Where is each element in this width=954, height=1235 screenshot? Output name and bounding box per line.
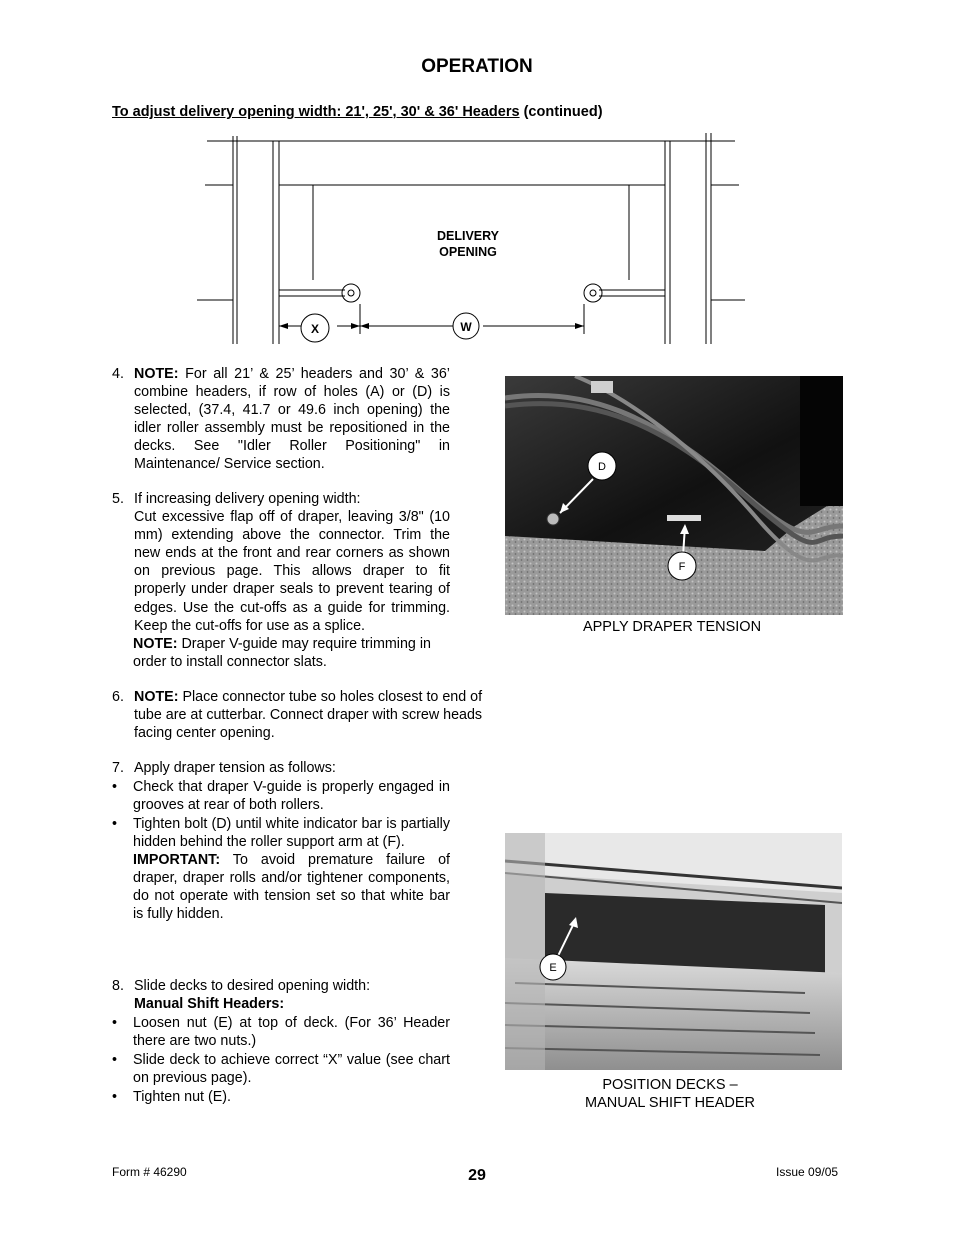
photo2-caption-line-2: MANUAL SHIFT HEADER (585, 1095, 755, 1111)
bullet-text: Check that draper V-guide is properly engaged in grooves at rear of both rollers. (133, 779, 450, 814)
section-subheading (112, 104, 603, 120)
note-label: NOTE: (134, 366, 179, 382)
bullet-text: Tighten bolt (D) until white indicator bar is partially hidden behind the roller support arm at (F). (133, 816, 450, 851)
delivery-opening-label-2: OPENING (439, 245, 497, 259)
step-text: Cut excessive flap off of draper, leaving 3/8" (10 mm) extending above the connector. Trim the new ends at the front and rear corners as shown on previous page. This allows draper to fit properly under draper seals to prevent tearing of edges. Use the cut-offs as a guide for trimming. Keep the cut-offs for use as a splice. (134, 509, 450, 634)
callout-x: X (310, 322, 320, 336)
note-text: Draper V-guide may require trimming in order to install connector slats. (133, 635, 431, 670)
step-8-bullet-2 (112, 1051, 450, 1087)
step-text: Apply draper tension as follows: (134, 760, 336, 776)
callout-f: F (678, 561, 686, 573)
draper-tension-photo (505, 376, 843, 615)
delivery-opening-diagram (195, 128, 755, 348)
bullet-text: Slide deck to achieve correct “X” value (see chart on previous page). (133, 1052, 450, 1087)
step-7-bullet-1 (112, 778, 450, 814)
step-7 (112, 759, 450, 777)
step-8-bullet-1 (112, 1014, 450, 1050)
step-5 (112, 490, 450, 671)
bullet-glyph: • (112, 816, 118, 832)
bullet-glyph: • (112, 1089, 118, 1105)
bullet-text: Loosen nut (E) at top of deck. (For 36’ Header there are two nuts.) (133, 1015, 450, 1050)
step-number: 4. (112, 366, 124, 382)
callout-w: W (460, 320, 472, 334)
step-number: 7. (112, 760, 124, 776)
photo1-caption: APPLY DRAPER TENSION (582, 619, 762, 635)
photo2-caption-line-1: POSITION DECKS – (602, 1077, 738, 1093)
callout-d: D (598, 461, 606, 473)
photo2-caption (503, 1076, 837, 1112)
important-label: IMPORTANT: (133, 852, 221, 869)
important-text: To avoid premature failure of draper, draper rolls and/or tightener components, do not operate with tension set so that white bar is fully hidden. (133, 852, 450, 923)
step-7-bullet-2 (112, 815, 450, 924)
bullet-text: Tighten nut (E). (133, 1089, 232, 1105)
manual-shift-subhead: Manual Shift Headers: (134, 996, 285, 1013)
callout-e: E (549, 962, 557, 974)
step-8-bullet-3 (112, 1088, 450, 1106)
step-number: 5. (112, 491, 124, 507)
step-text: If increasing delivery opening width: (134, 491, 361, 507)
note-label: NOTE: (134, 689, 179, 705)
subheading-underlined: To adjust delivery opening width: 21', 25', 30' & 36' Headers (112, 104, 520, 120)
form-number: Form # 46290 (112, 1165, 187, 1179)
note-label: NOTE: (133, 635, 178, 652)
step-8 (112, 977, 450, 1013)
step-number: 8. (112, 978, 124, 994)
step-text: Slide decks to desired opening width: (134, 978, 371, 994)
step-6 (112, 688, 500, 742)
position-decks-photo (505, 833, 842, 1070)
step-text: For all 21’ & 25’ headers and 30’ & 36’ combine headers, if row of holes (A) or (D) is selected, (37.4, 41.7 or 49.6 inch opening) the idler roller assembly must be repositioned in the decks. See "Idler Roller Positioning" in Maintenance/ Service section. (134, 366, 450, 473)
subheading-continued: (continued) (519, 104, 603, 120)
step-text: Place connector tube so holes closest to end of tube are at cutterbar. Connect draper with screw heads facing center opening. (134, 689, 483, 742)
page-title: OPERATION (421, 56, 533, 77)
step-4 (112, 365, 450, 474)
bullet-glyph: • (112, 1015, 118, 1031)
step-number: 6. (112, 689, 124, 705)
delivery-opening-label-1: DELIVERY (436, 229, 500, 243)
bullet-glyph: • (112, 779, 118, 795)
bullet-glyph: • (112, 1052, 118, 1068)
page-number: 29 (468, 1167, 486, 1184)
issue-date: Issue 09/05 (776, 1165, 839, 1179)
